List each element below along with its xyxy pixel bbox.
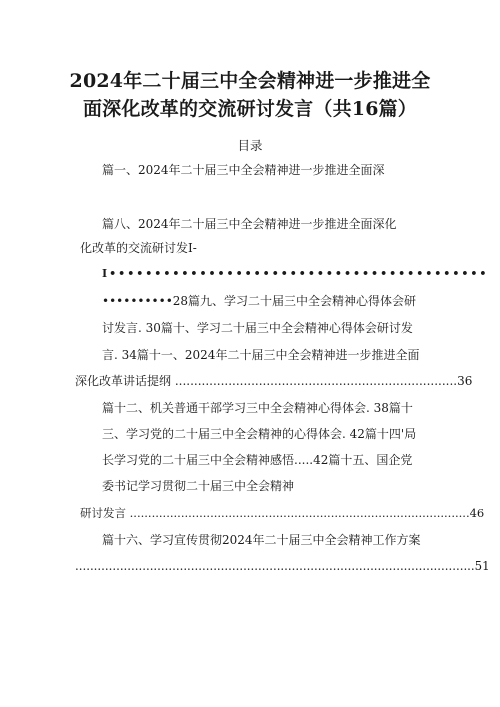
- toc-line: 委书记学习贯彻二十届三中全会精神: [102, 479, 295, 493]
- toc-line: 篇八、2024年二十届三中全会精神进一步推进全面深化: [102, 217, 397, 231]
- toc-line: 研讨发言 .............................................................................................46: [80, 506, 485, 520]
- toc-line: 长学习党的二十届三中全会精神感悟.....42篇十五、国企党: [102, 453, 413, 467]
- document-title-line-1: 2024年二十届三中全会精神进一步推进全: [69, 70, 431, 92]
- document-title-line-2: 面深化改革的交流研讨发言（共16篇）: [82, 98, 418, 120]
- toc-line: ...........................................................................................................51: [75, 559, 490, 573]
- toc-line: 三、学习党的二十届三中全会精神的心得体会. 42篇十四'局: [102, 427, 417, 441]
- toc-line: 篇十六、学习宣传贯彻2024年二十届三中全会精神工作方案: [102, 533, 421, 547]
- toc-line: 化改革的交流研讨发I-: [80, 241, 197, 255]
- toc-line-dots: I••••••••••••••••••••••••••••••••••••••••••: [102, 267, 489, 280]
- toc-heading: 目录: [237, 138, 263, 153]
- toc-line: 篇一、2024年二十届三中全会精神进一步推进全面深: [102, 163, 385, 177]
- toc-line: 言. 34篇十一、2024年二十届三中全会精神进一步推进全面: [102, 348, 420, 362]
- toc-line: ••••••••••28篇九、学习二十届三中全会精神心得体会研: [102, 294, 417, 308]
- toc-line: 讨发言. 30篇十、学习二十届三中全会精神心得体会研讨发: [102, 321, 413, 335]
- toc-line: 深化改革讲话提纲 ..........................................................................36: [75, 374, 473, 388]
- toc-line: 篇十二、机关普通干部学习三中全会精神心得体会. 38篇十: [102, 401, 413, 415]
